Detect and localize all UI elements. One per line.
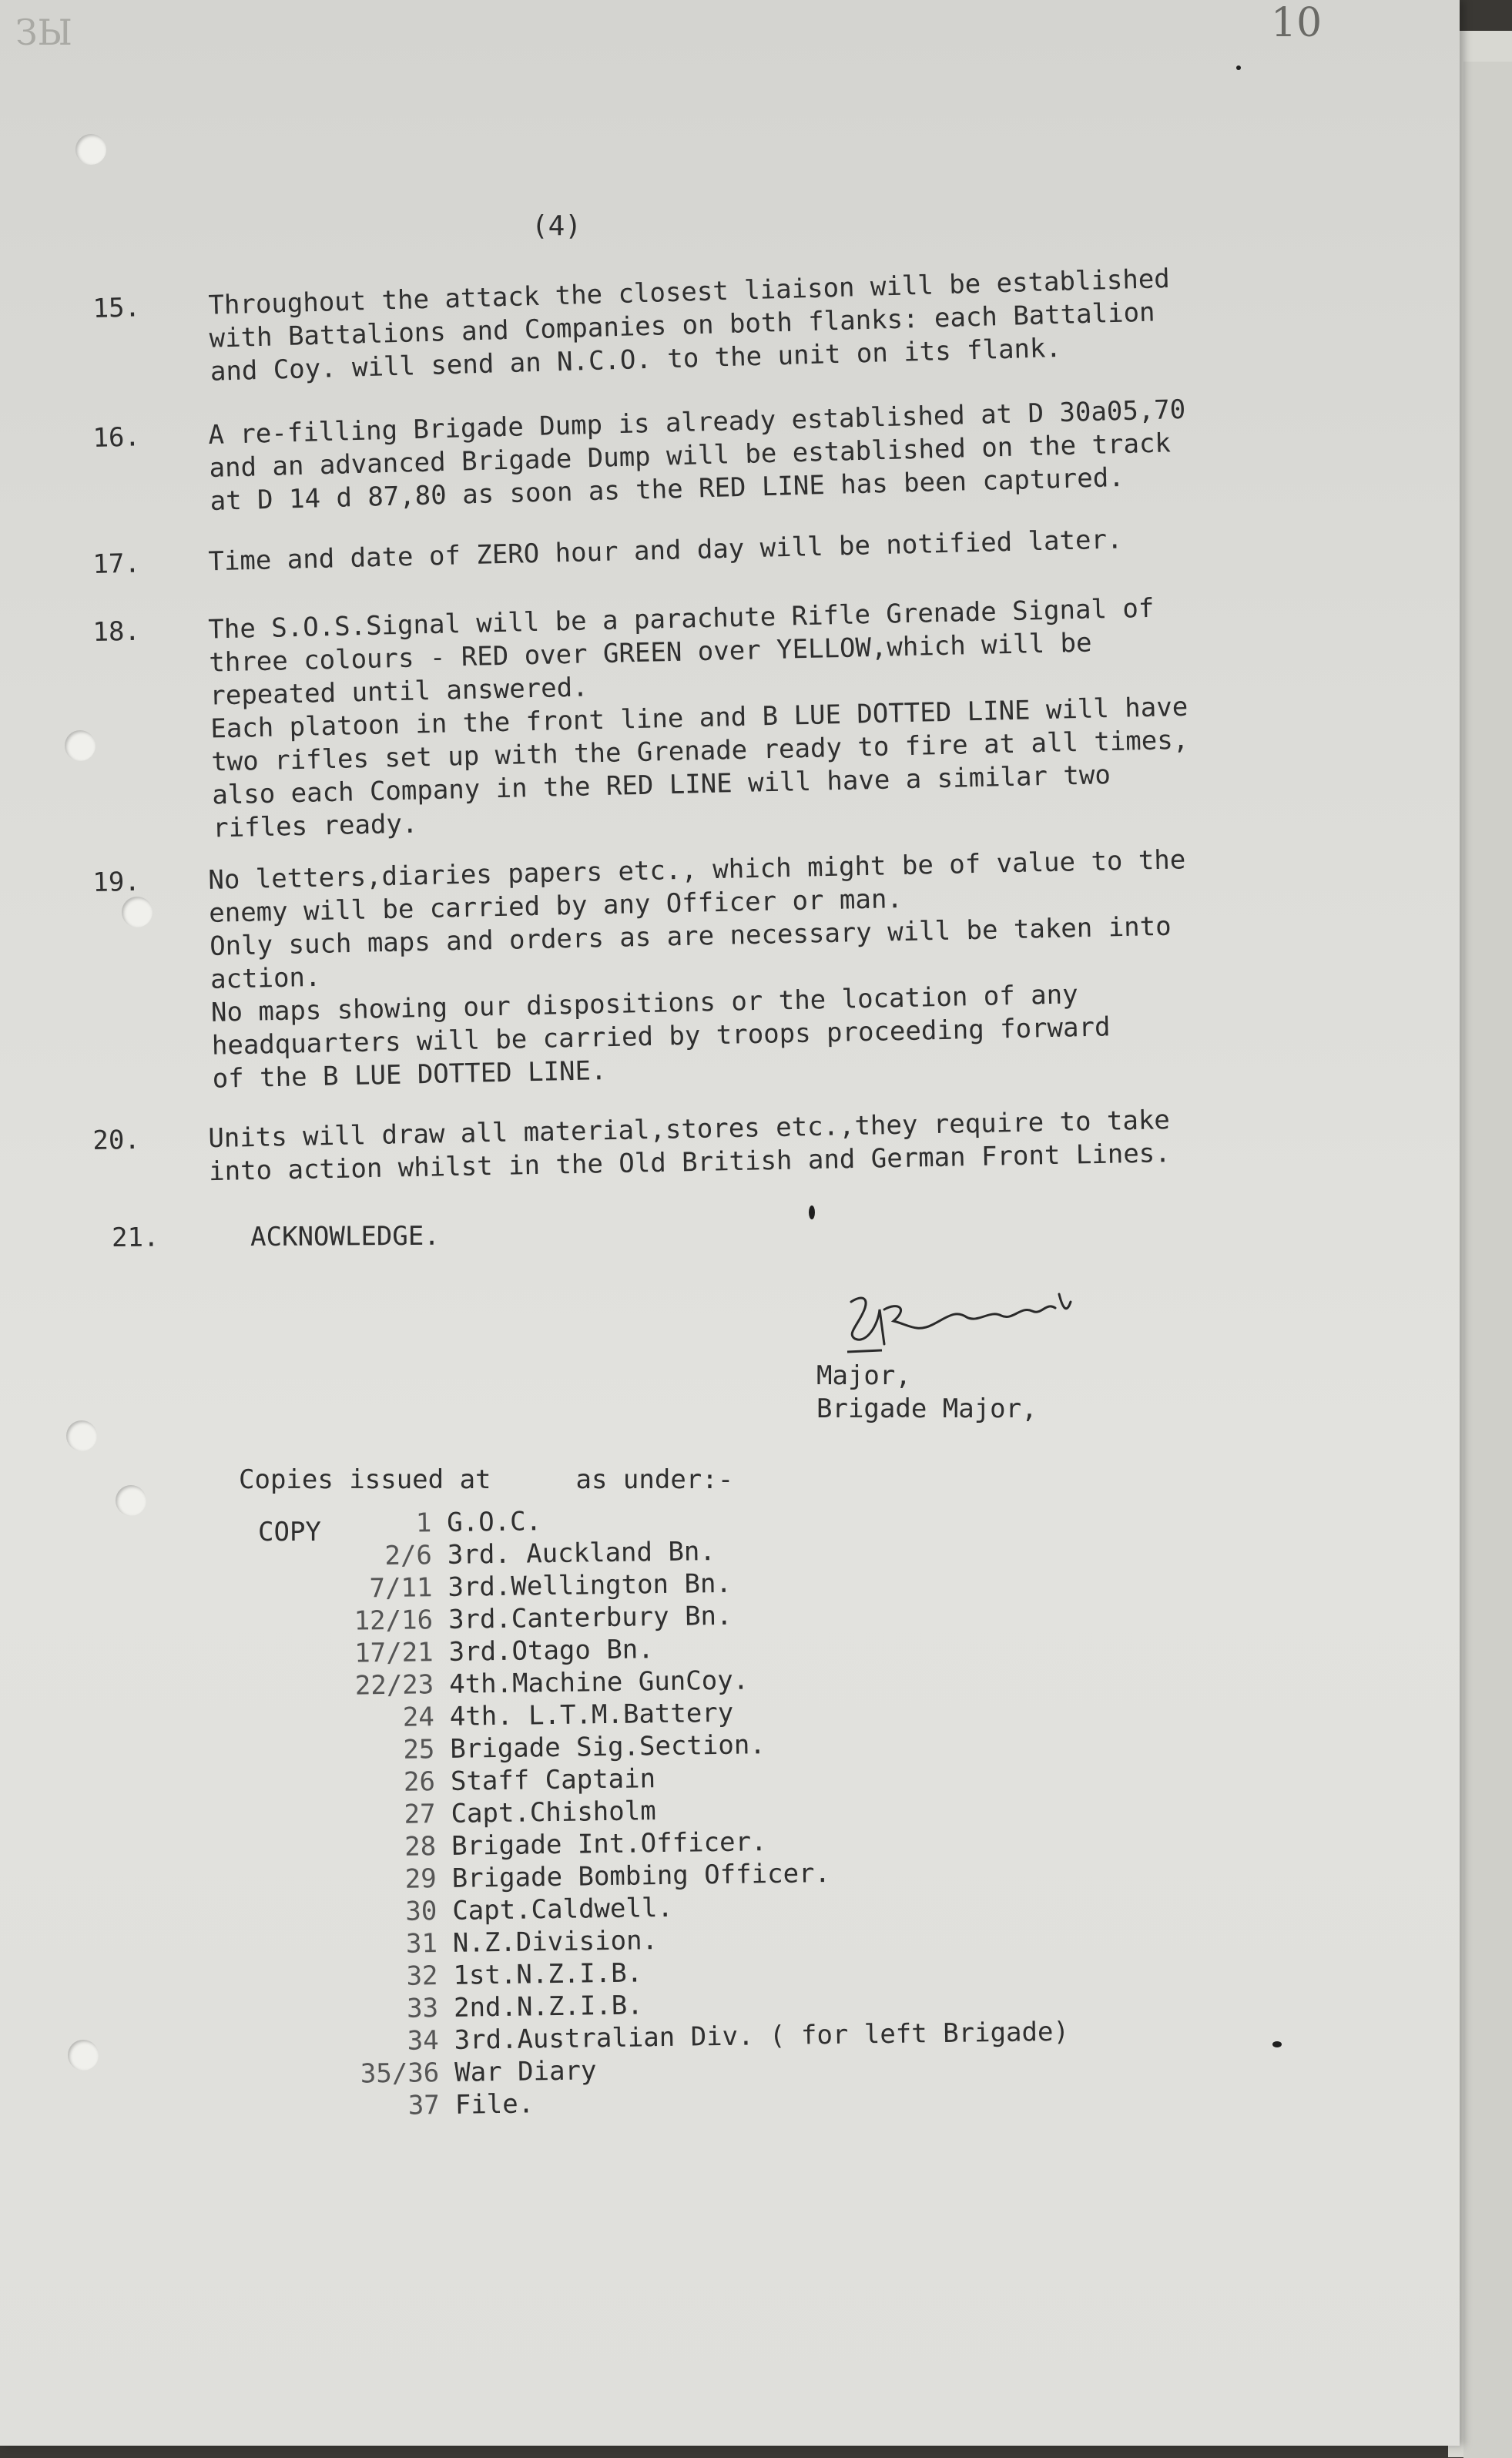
copies-heading-left: Copies issued at [239,1464,491,1495]
copy-destination: N.Z.Division. [452,1925,659,1959]
copy-number: 12/16 [354,1605,434,1637]
paragraph-number: 19. [92,866,141,898]
copy-number: 22/23 [354,1669,434,1702]
copy-number: 17/21 [354,1637,434,1669]
copy-entry [332,1568,733,1605]
copy-destination: War Diary [454,2055,597,2088]
copy-destination: Brigade Bombing Officer. [451,1858,831,1894]
signature-appointment: Brigade Major, [816,1393,1038,1424]
paragraph-16 [92,389,1358,521]
copy-entry [339,2055,597,2091]
copy-entry [337,1957,643,1994]
punch-hole [65,730,96,761]
copy-destination: 4th. L.T.M.Battery [449,1697,734,1732]
paragraph-20 [92,1101,1356,1191]
ink-speck [1272,2041,1282,2047]
paragraph-15 [92,257,1358,392]
copy-number: 25 [403,1734,435,1766]
copy-entry [335,1763,656,1799]
copy-destination: 3rd.Australian Div. ( for left Brigade) [454,2016,1070,2056]
copy-entry [338,2016,1070,2058]
copy-destination: 3rd.Wellington Bn. [448,1568,733,1603]
copy-entry [333,1600,733,1638]
copy-entry [334,1697,734,1735]
paragraph-text: No letters,diaries papers etc., which might be of value to the enemy will be carried by any Officer or man. Only such maps and orders as are necessary will be taken into action. No maps showing our dispositions or the location of any headquarters will be carried by troops proceeding forward of the B LUE DOTTED LINE. [207,844,1186,1095]
copy-entry [334,1729,766,1767]
copy-destination: 3rd.Otago Bn. [448,1634,654,1668]
paragraph-text: Throughout the attack the closest liaison will be established with Battalions and Companies on both flanks: each Battalion and Coy. will send an N.C.O. to the unit on its flank. [207,263,1171,387]
copy-label: COPY [258,1517,321,1548]
paragraph-18 [92,588,1360,848]
copy-entry [332,1536,716,1573]
copy-number: 33 [406,1993,439,2024]
paragraph-number: 16. [92,421,141,454]
copy-number: 24 [402,1702,435,1733]
copy-destination: Staff Captain [450,1763,656,1797]
copy-entry [335,1796,656,1832]
copy-entry [331,1506,542,1541]
copies-heading [239,1464,733,1497]
paragraph-number: 15. [92,292,141,324]
punch-hole [75,134,106,165]
copy-number: 34 [407,2025,439,2057]
paragraph-text: Units will draw all material,stores etc.,they require to take into action whilst in the Old British and German Front Lines. [207,1105,1172,1188]
paragraph-text: The S.O.S.Signal will be a parachute Rifle Grenade Signal of three colours - RED over GREEN over YELLOW,which will be repeated until answered. Each platoon in the front line and B LUE DOTTED LINE will have two rifles set up with the Grenade ready to fire at all times, also each Company in the RED LINE will have a similar two rifles ready. [207,592,1189,844]
copy-destination: Capt.Caldwell. [452,1892,674,1926]
copy-number: 31 [405,1928,438,1960]
copy-entry [337,1925,659,1961]
paragraph-text: Time and date of ZERO hour and day will be notified later. [207,524,1123,578]
copy-destination: 3rd. Auckland Bn. [447,1536,716,1571]
paragraph-19 [92,840,1360,1098]
ink-speck [1236,65,1241,70]
punch-hole [66,1420,97,1451]
page-number: 10 [1271,0,1323,46]
handwritten-signature [840,1279,1132,1363]
paragraph-number: 21. [112,1222,159,1253]
copy-destination: 2nd.N.Z.I.B. [453,1990,643,2024]
copy-number: 1 [415,1507,432,1539]
paragraph-number: 20. [92,1124,141,1156]
copy-entry [336,1858,831,1896]
copy-number: 27 [404,1799,436,1830]
signature-rank: Major, [816,1360,911,1391]
copy-number: 28 [404,1831,437,1863]
copy-number: 35/36 [360,2057,440,2090]
paragraph-17 [92,518,1356,582]
punch-hole [116,1485,146,1516]
copy-destination: 3rd.Canterbury Bn. [448,1600,733,1635]
punch-hole [68,2040,99,2071]
copy-number: 7/11 [369,1572,433,1605]
copy-number: 30 [405,1896,438,1927]
copy-number: 26 [403,1766,436,1798]
ink-speck [809,1206,815,1219]
paragraph-text: ACKNOWLEDGE. [250,1220,440,1253]
corner-pencil-mark: ЗЫ [15,12,72,53]
copy-destination: Brigade Int.Officer. [451,1826,767,1862]
signature-block [816,1360,1038,1426]
copy-number: 29 [404,1863,438,1895]
copy-entry [336,1826,767,1864]
copy-entry [338,1990,643,2026]
copy-number: 32 [406,1960,438,1992]
paragraph-number: 18. [92,615,141,648]
copy-destination: 4th.Machine GunCoy. [448,1665,749,1700]
copy-destination: 1st.N.Z.I.B. [453,1957,643,1991]
copies-heading-right: as under:- [575,1464,734,1495]
copies-list [331,1506,1070,2123]
paragraph-number: 17. [92,548,141,580]
copy-destination: File. [454,2088,535,2121]
copy-destination: Capt.Chisholm [451,1796,656,1829]
copy-number: 2/6 [384,1540,433,1572]
sheet-number: (4) [531,210,582,242]
paragraph-text: A re-filling Brigade Dump is already established at D 30a05,70 and an advanced Brigade Dump will be established on the track at D 14 d 87,80 as soon as the RED LINE has been captured. [207,394,1186,518]
background-sheet-edge [1463,62,1512,2458]
copy-destination: G.O.C. [446,1506,542,1538]
copy-number: 37 [407,2090,441,2121]
copy-destination: Brigade Sig.Section. [450,1729,766,1765]
paragraph-21 [112,1215,1375,1255]
copy-entry [333,1634,654,1670]
